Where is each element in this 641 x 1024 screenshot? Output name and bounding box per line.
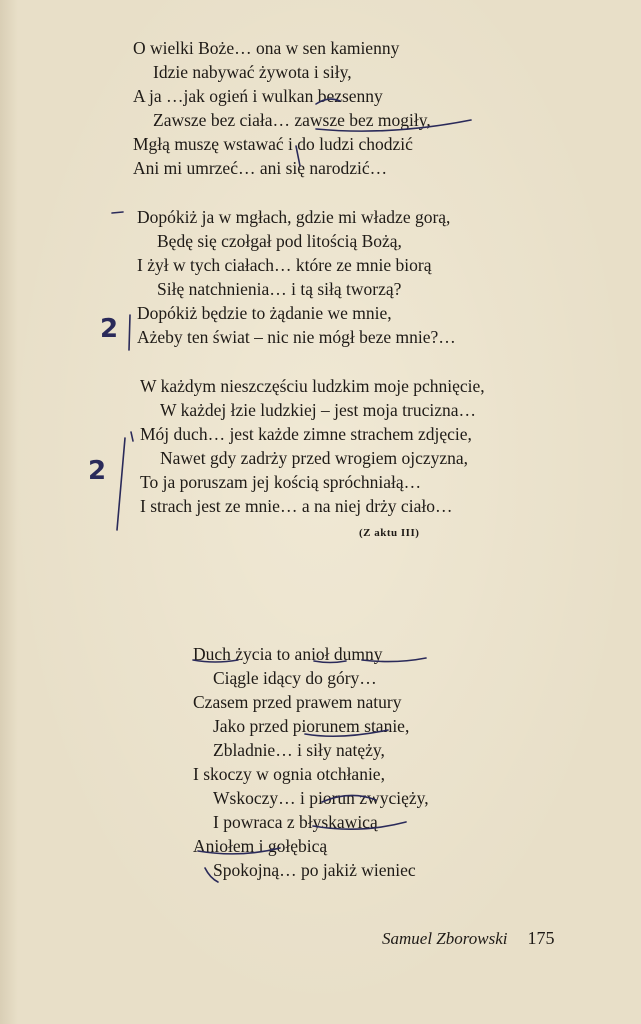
verse-line: A ja …jak ogień i wulkan bezsenny <box>133 86 383 106</box>
poem-2 <box>193 642 429 882</box>
stanza-2 <box>137 205 456 349</box>
margin-number-mark: 2 <box>88 456 107 486</box>
stanza-1 <box>133 36 431 180</box>
verse-line: Nawet gdy zadrży przed wrogiem ojczyzna, <box>160 448 469 468</box>
verse-line: Zbladnie… i siły natęży, <box>213 740 385 760</box>
verse-line: W każdym nieszczęściu ludzkim moje pchnięcie, <box>140 376 485 396</box>
verse-line: Dopókiż ja w mgłach, gdzie mi władze gorą, <box>137 207 451 227</box>
verse-line: Spokojną… po jakiż wieniec <box>213 860 416 880</box>
verse-line: W każdej łzie ludzkiej – jest moja trucizna… <box>160 400 477 420</box>
verse-line: Ani mi umrzeć… ani się narodzić… <box>133 158 388 178</box>
verse-line: Zawsze bez ciała… zawsze bez mogiły, <box>153 110 431 130</box>
verse-line: Mgłą muszę wstawać i do ludzi chodzić <box>133 134 413 154</box>
verse-line: I skoczy w ognia otchłanie, <box>193 764 385 784</box>
verse-line: Aniołem i gołębicą <box>193 836 328 856</box>
verse-line: Dopókiż będzie to żądanie we mnie, <box>137 303 392 323</box>
author-name: Samuel Zborowski <box>382 929 508 948</box>
verse-line: Siłę natchnienia… i tą siłą tworzą? <box>157 279 402 299</box>
page-number: 175 <box>527 928 555 948</box>
verse-line: To ja poruszam jej kością spróchniałą… <box>140 472 422 492</box>
act-caption: (Z aktu III) <box>359 527 420 539</box>
verse-line: Mój duch… jest każde zimne strachem zdjęcie, <box>140 424 472 444</box>
margin-number-mark: 2 <box>100 314 119 344</box>
verse-line: Wskoczy… i piorun zwycięży, <box>213 788 429 808</box>
verse-line: Czasem przed prawem natury <box>193 692 402 712</box>
verse-line: Duch życia to anioł dumny <box>193 644 383 664</box>
verse-line: Jako przed piorunem stanie, <box>213 716 410 736</box>
verse-line: Ażeby ten świat – nic nie mógł beze mnie?… <box>137 327 456 347</box>
page-footer <box>382 928 554 949</box>
verse-line: Idzie nabywać żywota i siły, <box>153 62 352 82</box>
verse-line: O wielki Boże… ona w sen kamienny <box>133 38 400 58</box>
verse-line: I strach jest ze mnie… a na niej drży ciało… <box>140 496 453 516</box>
stanza-3 <box>140 374 485 518</box>
verse-line: I powraca z błyskawicą <box>213 812 378 832</box>
verse-line: Będę się czołgał pod litością Bożą, <box>157 231 402 251</box>
verse-line: I żył w tych ciałach… które ze mnie biorą <box>137 255 432 275</box>
verse-line: Ciągle idący do góry… <box>213 668 377 688</box>
